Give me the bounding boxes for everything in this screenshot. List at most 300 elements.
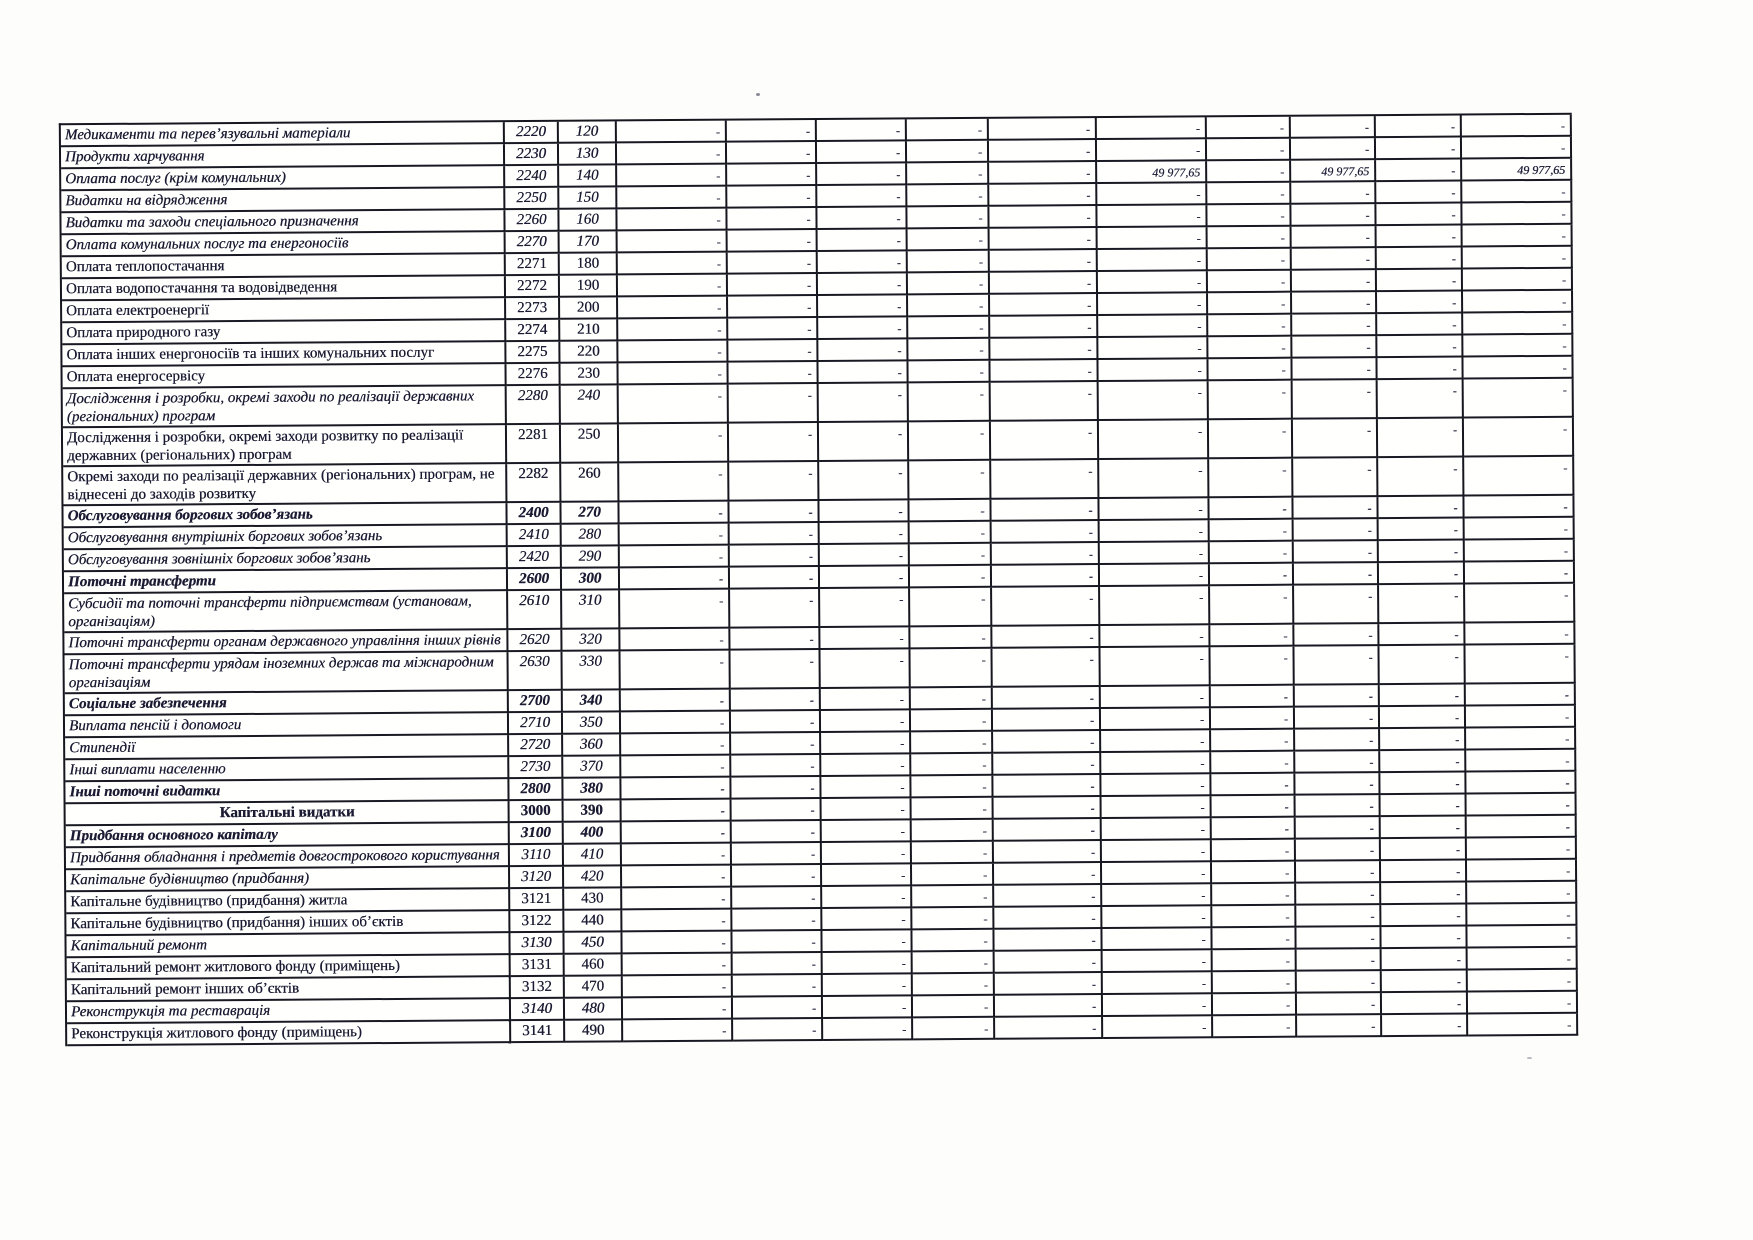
value-cell: - [1295,707,1380,730]
value-cell: - [1208,293,1292,316]
row-name-cell: Придбання основного капіталу [66,823,510,848]
value-cell: - [822,864,912,887]
value-cell: - [990,294,1098,317]
value-cell: - [1379,518,1465,541]
value-cell: - [1296,883,1381,906]
kekv-code-cell: 2400 [507,503,561,525]
value-cell: - [1467,794,1577,817]
value-cell: - [1468,948,1578,971]
budget-expenditure-table [59,113,1578,1047]
value-cell: - [909,383,991,423]
value-cell: - [1297,971,1382,994]
value-cell: - [1102,818,1212,841]
value-cell: - [1466,772,1576,795]
value-cell: - [823,974,913,997]
value-cell: - [991,460,1099,500]
value-cell: - [1213,1016,1297,1039]
row-name-cell: Оплата природного газу [62,320,506,345]
row-name-cell: Обслуговування зовнішніх боргових зобов’язань [64,547,508,572]
value-cell: - [732,887,822,910]
row-name-cell: Реконструкція житлового фонду (приміщень) [67,1021,511,1046]
value-cell: - [992,587,1100,627]
value-cell: - [911,688,993,711]
value-cell: - [1377,313,1463,336]
value-cell: - [622,888,732,911]
value-cell: - [1103,950,1213,973]
kekv-code-cell: 2276 [506,364,560,386]
value-cell: - [820,522,910,545]
value-cell: - [620,524,730,547]
value-cell: - [1380,750,1466,773]
row-name-cell: Інші виплати населенню [65,757,509,782]
value-cell: - [618,275,728,298]
value-cell: - [1380,684,1466,707]
kekv-code-cell: 2700 [509,691,563,713]
value-cell: - [1212,884,1296,907]
value-cell: - [818,295,908,318]
value-cell: - [1465,518,1575,541]
value-cell: - [1208,227,1292,250]
value-cell: - [1466,684,1576,707]
value-cell: - [732,865,822,888]
value-cell: - [1462,181,1572,204]
value-cell: - [908,273,990,296]
value-cell: - [822,886,912,909]
value-cell: - [622,866,732,889]
line-code-cell: 420 [564,866,622,888]
value-cell: - [992,521,1100,544]
value-cell: - [822,820,912,843]
row-name-cell: Реконструкція та реставрація [67,999,511,1024]
kekv-code-cell: 2271 [506,254,560,276]
value-cell: - [908,339,990,362]
line-code-cell: 320 [562,629,620,651]
value-cell: - [728,340,818,363]
value-cell: - [728,362,818,385]
value-cell: - [1101,752,1211,775]
value-cell: - [1210,647,1294,687]
value-cell: - [989,162,1097,185]
value-cell: - [912,930,994,953]
value-cell: - [1294,563,1379,586]
value-cell: - [727,142,817,165]
value-cell: - [1293,419,1378,459]
value-cell: - [907,163,989,186]
value-cell: - [1381,882,1467,905]
value-cell: - [728,318,818,341]
value-cell: - [1212,840,1296,863]
value-cell: - [819,422,909,462]
value-cell: - [1468,992,1578,1015]
line-code-cell: 310 [562,590,620,629]
row-name-cell: Обслуговування боргових зобов’язань [63,503,507,528]
line-code-cell: 480 [565,998,623,1020]
value-cell: - [1295,685,1380,708]
value-cell: - [908,295,990,318]
line-code-cell: 230 [560,363,618,385]
value-cell: - [1209,420,1293,460]
value-cell: - [620,629,730,652]
row-name-cell: Капітальні видатки [66,801,510,826]
value-cell: - [731,711,821,734]
value-cell: - [619,424,729,464]
value-cell: - [729,384,819,424]
value-cell: - [819,461,909,501]
kekv-code-cell: 3121 [510,889,564,911]
value-cell: - [993,709,1101,732]
value-cell: - [731,777,821,800]
value-cell: - [618,253,728,276]
value-cell: - [1210,520,1294,543]
value-cell: - [1464,418,1574,458]
kekv-code-cell: 2282 [507,464,561,503]
value-cell: - [1464,379,1574,419]
value-cell: - [620,651,730,691]
kekv-code-cell: 2230 [505,144,559,166]
value-cell: - [995,1017,1103,1040]
value-cell: - [912,908,994,931]
value-cell: - [820,627,910,650]
row-name-cell: Поточні трансферти органам державного управління інших рівнів [64,630,508,655]
value-cell: - [910,566,992,589]
kekv-code-cell: 2420 [508,547,562,569]
value-cell: - [1098,315,1208,338]
value-cell: - [1293,458,1378,498]
value-cell: - [823,996,913,1019]
value-cell: - [1381,794,1467,817]
scan-speck [756,93,760,96]
value-cell: - [729,501,819,524]
value-cell: - [1381,904,1467,927]
value-cell: - [622,800,732,823]
value-cell: - [820,649,910,689]
value-cell: - [1468,970,1578,993]
value-cell: - [1209,381,1293,421]
value-cell: - [818,339,908,362]
row-name-cell: Продукти харчування [61,144,505,169]
value-cell: - [1376,115,1462,138]
value-cell: - [817,207,907,230]
value-cell: - [1376,181,1462,204]
value-cell: - [623,1020,733,1043]
line-code-cell: 240 [561,385,619,424]
row-name-cell: Поточні трансферти урядам іноземних держав та міжнародним організаціям [65,652,509,694]
value-cell: - [727,208,817,231]
row-name-cell: Оплата теплопостачання [62,254,506,279]
value-cell: - [1382,992,1468,1015]
value-cell: - [1465,623,1575,646]
value-cell: - [1292,270,1377,293]
value-cell: - [911,776,993,799]
value-cell: - [1292,248,1377,271]
value-cell: - [732,843,822,866]
value-cell: - [1295,751,1380,774]
value-cell: - [907,185,989,208]
value-cell: - [821,710,911,733]
value-cell: - [730,523,820,546]
value-cell: - [1381,838,1467,861]
value-cell: - [1211,686,1295,709]
value-cell: - [818,361,908,384]
value-cell: - [728,230,818,253]
line-code-cell: 120 [559,121,617,143]
value-cell: - [1097,139,1207,162]
value-cell: - [1098,249,1208,272]
value-cell: - [731,733,821,756]
value-cell: - [909,500,991,523]
value-cell: 49 977,65 [1462,159,1572,182]
value-cell: - [621,778,731,801]
kekv-code-cell: 2273 [506,298,560,320]
value-cell: - [1294,585,1379,625]
kekv-code-cell: 3132 [511,977,565,999]
value-cell: - [1102,840,1212,863]
value-cell: - [622,910,732,933]
kekv-code-cell: 2610 [508,591,562,630]
value-cell: - [1295,729,1380,752]
value-cell: - [728,252,818,275]
kekv-code-cell: 3000 [510,801,564,823]
kekv-code-cell: 2730 [509,757,563,779]
value-cell: - [1379,540,1465,563]
line-code-cell: 250 [561,424,619,463]
value-cell: - [728,274,818,297]
value-cell: - [1296,795,1381,818]
row-name-cell: Оплата комунальних послуг та енергоносіїв [62,232,506,257]
value-cell: - [730,650,820,690]
value-cell: - [1208,359,1292,382]
value-cell: - [1297,949,1382,972]
value-cell: - [1379,562,1465,585]
value-cell: - [1097,183,1207,206]
value-cell: - [913,952,995,975]
value-cell: - [910,627,992,650]
value-cell: - [818,229,908,252]
kekv-code-cell: 2272 [506,276,560,298]
row-name-cell: Видатки на відрядження [61,188,505,213]
value-cell: - [989,140,1097,163]
line-code-cell: 140 [559,165,617,187]
value-cell: - [623,954,733,977]
value-cell: - [1462,137,1572,160]
value-cell: - [990,338,1098,361]
value-cell: - [733,997,823,1020]
value-cell: - [1378,379,1464,419]
kekv-code-cell: 2410 [508,525,562,547]
value-cell: - [1208,271,1292,294]
value-cell: - [1292,226,1377,249]
value-cell: - [907,207,989,230]
line-code-cell: 470 [565,976,623,998]
value-cell: - [1103,1016,1213,1039]
value-cell: - [1209,459,1293,499]
row-name-cell: Інші поточні видатки [65,779,509,804]
value-cell: - [1207,183,1291,206]
value-cell: - [817,119,907,142]
value-cell: - [1377,291,1463,314]
value-cell: - [733,975,823,998]
value-cell: - [993,775,1101,798]
value-cell: - [994,863,1102,886]
value-cell: - [620,568,730,591]
value-cell: - [1296,905,1381,928]
kekv-code-cell: 3122 [510,911,564,933]
value-cell: - [618,341,728,364]
value-cell: - [1213,950,1297,973]
value-cell: - [818,251,908,274]
row-name-cell: Капітальний ремонт житлового фонду (приміщень) [67,955,511,980]
value-cell: - [1207,117,1291,140]
line-code-cell: 350 [563,712,621,734]
value-cell: - [1466,750,1576,773]
value-cell: - [989,184,1097,207]
value-cell: - [1381,816,1467,839]
value-cell: - [821,732,911,755]
row-name-cell: Окремі заходи по реалізації державних (регіональних) програм, не віднесені до заходів розвитку [63,464,507,506]
value-cell: - [1380,728,1466,751]
value-cell: - [733,953,823,976]
row-name-cell: Оплата водопостачання та водовідведення [62,276,506,301]
line-code-cell: 300 [562,568,620,590]
value-cell: - [1212,928,1296,951]
value-cell: - [818,273,908,296]
value-cell: - [1296,839,1381,862]
row-name-cell: Капітальне будівництво (придбання) інших об’єктів [66,911,510,936]
row-name-cell: Видатки та заходи спеціального призначення [61,210,505,235]
value-cell: - [1463,225,1573,248]
value-cell: - [910,588,992,628]
value-cell: - [993,687,1101,710]
value-cell: - [1467,882,1577,905]
value-cell: - [1294,519,1379,542]
value-cell: - [1296,817,1381,840]
value-cell: - [908,361,990,384]
value-cell: - [1212,906,1296,929]
value-cell: - [992,565,1100,588]
value-cell: - [913,974,995,997]
value-cell: - [732,931,822,954]
value-cell: - [1463,335,1573,358]
value-cell: - [994,819,1102,842]
value-cell: - [1208,249,1292,272]
value-cell: - [617,165,727,188]
row-name-cell: Капітальний ремонт інших об’єктів [67,977,511,1002]
value-cell: - [1208,315,1292,338]
value-cell: - [1377,247,1463,270]
value-cell: - [821,776,911,799]
value-cell: - [1293,497,1378,520]
value-cell: - [1379,584,1465,624]
value-cell: - [1292,314,1377,337]
value-cell: - [822,930,912,953]
row-name-cell: Поточні трансферти [64,569,508,594]
value-cell: - [822,798,912,821]
value-cell: - [730,628,820,651]
value-cell: - [820,588,910,628]
value-cell: - [822,842,912,865]
value-cell: - [733,1019,823,1042]
row-name-cell: Оплата електроенергії [62,298,506,323]
value-cell: - [992,648,1100,688]
value-cell: - [1100,520,1210,543]
value-cell: - [823,1018,913,1041]
value-cell: - [1465,562,1575,585]
value-cell: - [1213,972,1297,995]
value-cell: - [621,734,731,757]
value-cell: - [1291,204,1376,227]
value-cell: - [1297,1015,1382,1038]
line-code-cell: 200 [560,297,618,319]
kekv-code-cell: 2280 [507,386,561,425]
value-cell: - [1102,862,1212,885]
value-cell: - [1380,706,1466,729]
row-name-cell: Капітальний ремонт [66,933,510,958]
value-cell: - [1211,752,1295,775]
value-cell: - [910,649,992,689]
value-cell: - [908,317,990,340]
value-cell: - [617,121,727,144]
value-cell: - [1212,796,1296,819]
row-name-cell: Придбання обладнання і предметів довгострокового користування [66,845,510,870]
value-cell: - [1466,706,1576,729]
value-cell: - [913,1018,995,1041]
kekv-code-cell: 3110 [510,845,564,867]
value-cell: - [1466,728,1576,751]
value-cell: - [729,423,819,463]
value-cell: - [1101,774,1211,797]
value-cell: - [822,908,912,931]
value-cell: - [1292,292,1377,315]
value-cell: - [619,385,729,425]
kekv-code-cell: 3141 [511,1021,565,1043]
value-cell: - [731,755,821,778]
line-code-cell: 130 [559,143,617,165]
line-code-cell: 160 [559,209,617,231]
value-cell: - [817,163,907,186]
value-cell: - [1463,247,1573,270]
line-code-cell: 270 [561,502,619,524]
value-cell: - [819,383,909,423]
value-cell: - [1463,313,1573,336]
value-cell: - [989,118,1097,141]
value-cell: - [994,907,1102,930]
value-cell: - [911,754,993,777]
value-cell: - [823,952,913,975]
value-cell: - [1463,357,1573,380]
kekv-code-cell: 3140 [511,999,565,1021]
value-cell: - [907,119,989,142]
value-cell: - [1465,584,1575,624]
kekv-code-cell: 2270 [506,232,560,254]
kekv-code-cell: 3131 [511,955,565,977]
value-cell: - [1377,225,1463,248]
value-cell: - [1102,906,1212,929]
value-cell: - [730,567,820,590]
value-cell: - [1210,586,1294,626]
value-cell: - [1101,686,1211,709]
value-cell: - [1377,357,1463,380]
value-cell: - [1382,970,1468,993]
value-cell: - [994,797,1102,820]
kekv-code-cell: 2274 [506,320,560,342]
value-cell: - [1210,542,1294,565]
value-cell: - [617,209,727,232]
value-cell: - [1378,457,1464,497]
value-cell: - [912,864,994,887]
row-name-cell: Дослідження і розробки, окремі заходи по реалізації державних (регіональних) програм [63,386,507,428]
value-cell: - [731,689,821,712]
row-name-cell: Капітальне будівництво (придбання) житла [66,889,510,914]
